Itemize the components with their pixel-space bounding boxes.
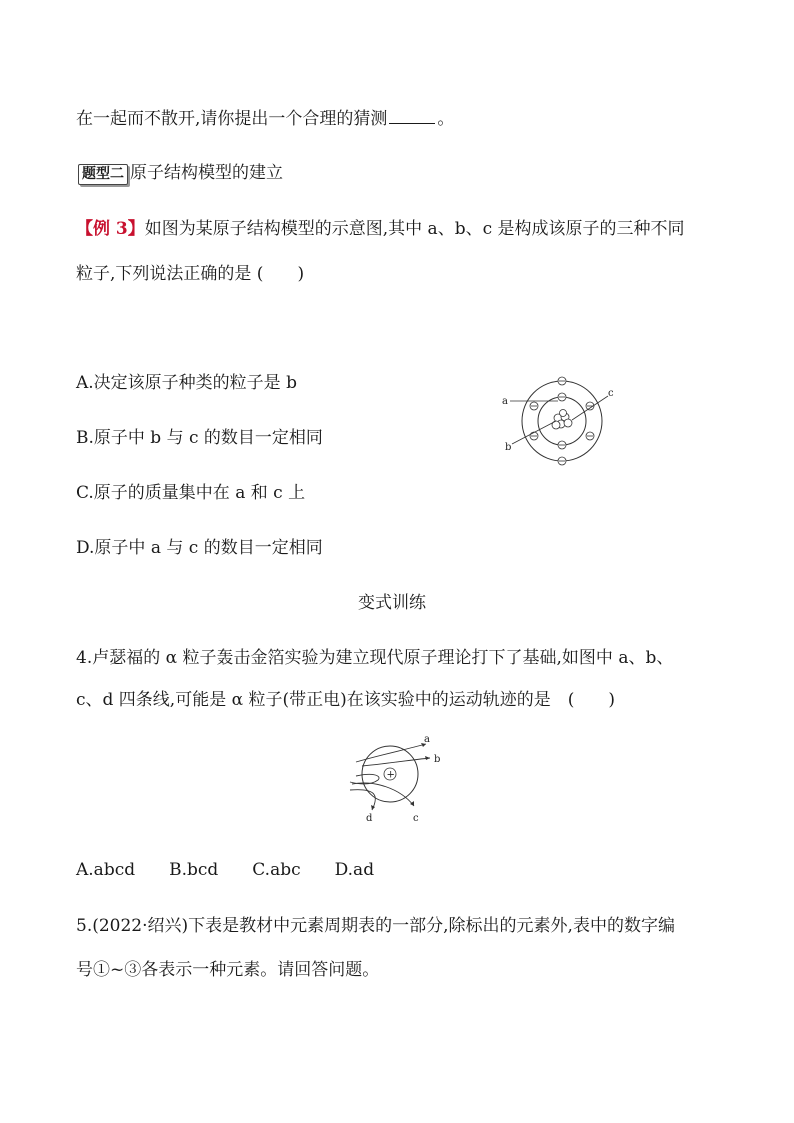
traj-label-c: c bbox=[413, 813, 419, 824]
q3-stem-line1 bbox=[76, 214, 685, 239]
continuation-end: 。 bbox=[437, 109, 455, 129]
section-tag: 题型二 bbox=[78, 164, 128, 185]
q4-stem-line1: 4.卢瑟福的 α 粒子轰击金箔实验为建立现代原子理论打下了基础,如图中 a、b、 bbox=[76, 648, 674, 668]
variant-title: 变式训练 bbox=[358, 593, 426, 613]
section-title: 原子结构模型的建立 bbox=[130, 163, 283, 183]
q3-option-a[interactable]: A.决定该原子种类的粒子是 b bbox=[76, 373, 297, 393]
q3-option-c[interactable]: C.原子的质量集中在 a 和 c 上 bbox=[76, 483, 306, 503]
q4-options[interactable]: A.abcd B.bcd C.abc D.ad bbox=[76, 860, 375, 880]
rutherford-diagram bbox=[344, 732, 444, 826]
atom-model-diagram bbox=[496, 372, 622, 470]
answer-blank[interactable] bbox=[389, 122, 435, 124]
q3-option-d[interactable]: D.原子中 a 与 c 的数目一定相同 bbox=[76, 538, 323, 558]
traj-label-d: d bbox=[366, 813, 373, 824]
traj-label-b: b bbox=[434, 754, 441, 765]
q4-stem-line2: c、d 四条线,可能是 α 粒子(带正电)在该实验中的运动轨迹的是 ( ) bbox=[76, 690, 616, 710]
atom-label-a: a bbox=[502, 396, 508, 407]
q3-option-b[interactable]: B.原子中 b 与 c 的数目一定相同 bbox=[76, 428, 323, 448]
q3-stem-line2: 粒子,下列说法正确的是 ( ) bbox=[76, 264, 305, 284]
line-continuation bbox=[76, 104, 454, 129]
section-heading bbox=[78, 158, 283, 185]
nucleus-sign: + bbox=[386, 769, 395, 781]
q3-text-1: 如图为某原子结构模型的示意图,其中 a、b、c 是构成该原子的三种不同 bbox=[144, 219, 685, 239]
q5-stem-line2: 号①~③各表示一种元素。请回答问题。 bbox=[76, 960, 380, 980]
nucleus bbox=[552, 410, 572, 430]
q5-stem-line1: 5.(2022·绍兴)下表是教材中元素周期表的一部分,除标出的元素外,表中的数字编 bbox=[76, 916, 675, 936]
atom-label-b: b bbox=[505, 442, 512, 453]
atom-label-c: c bbox=[608, 388, 614, 399]
continuation-text: 在一起而不散开,请你提出一个合理的猜测 bbox=[76, 109, 388, 129]
example-tag: 【例 3】 bbox=[76, 219, 145, 239]
traj-label-a: a bbox=[424, 734, 430, 745]
